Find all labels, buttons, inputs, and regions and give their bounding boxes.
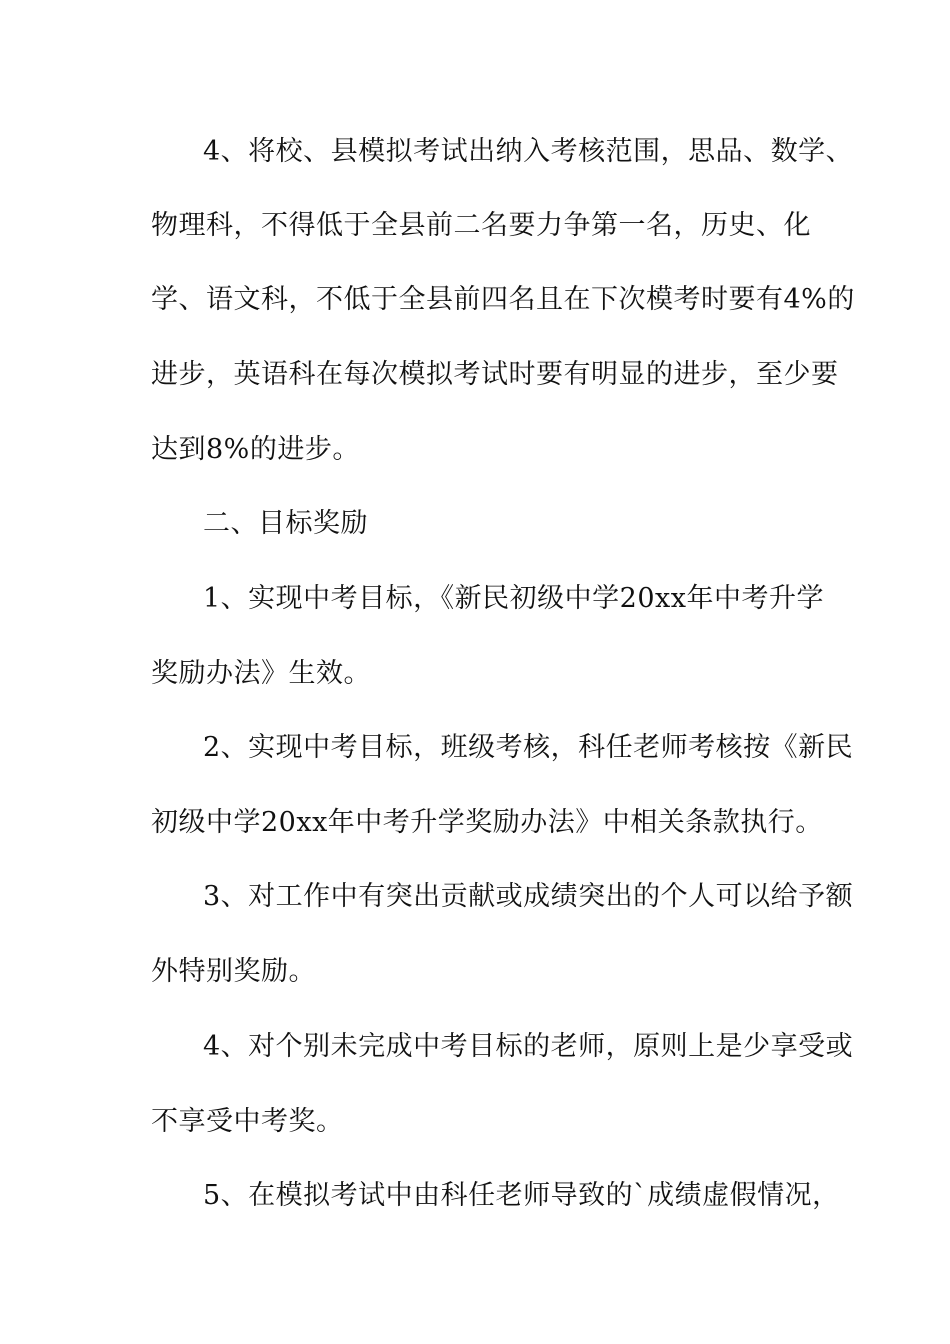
- paragraph-line: 初级中学20xx年中考升学奖励办法》中相关条款执行。: [151, 807, 823, 838]
- paragraph-line: 不享受中考奖。: [151, 1106, 344, 1137]
- paragraph-line: 4、对个别未完成中考目标的老师，原则上是少享受或: [203, 1031, 854, 1062]
- paragraph-line: 2、实现中考目标，班级考核，科任老师考核按《新民: [203, 732, 854, 763]
- paragraph-line: 达到8%的进步。: [151, 434, 360, 465]
- paragraph-line: 进步，英语科在每次模拟考试时要有明显的进步，至少要: [151, 359, 839, 390]
- section-heading: 二、目标奖励: [203, 508, 368, 539]
- paragraph-line: 4、将校、县模拟考试出纳入考核范围，思品、数学、: [203, 136, 854, 167]
- paragraph-line: 1、实现中考目标，《新民初级中学20xx年中考升学: [203, 583, 824, 614]
- paragraph-line: 5、在模拟考试中由科任老师导致的`成绩虚假情况，: [203, 1180, 840, 1211]
- paragraph-line: 外特别奖励。: [151, 956, 316, 987]
- paragraph-line: 3、对工作中有突出贡献或成绩突出的个人可以给予额: [203, 881, 854, 912]
- paragraph-line: 学、语文科，不低于全县前四名且在下次模考时要有4%的: [151, 284, 855, 315]
- paragraph-line: 物理科，不得低于全县前二名要力争第一名，历史、化: [151, 210, 811, 241]
- paragraph-line: 奖励办法》生效。: [151, 658, 371, 689]
